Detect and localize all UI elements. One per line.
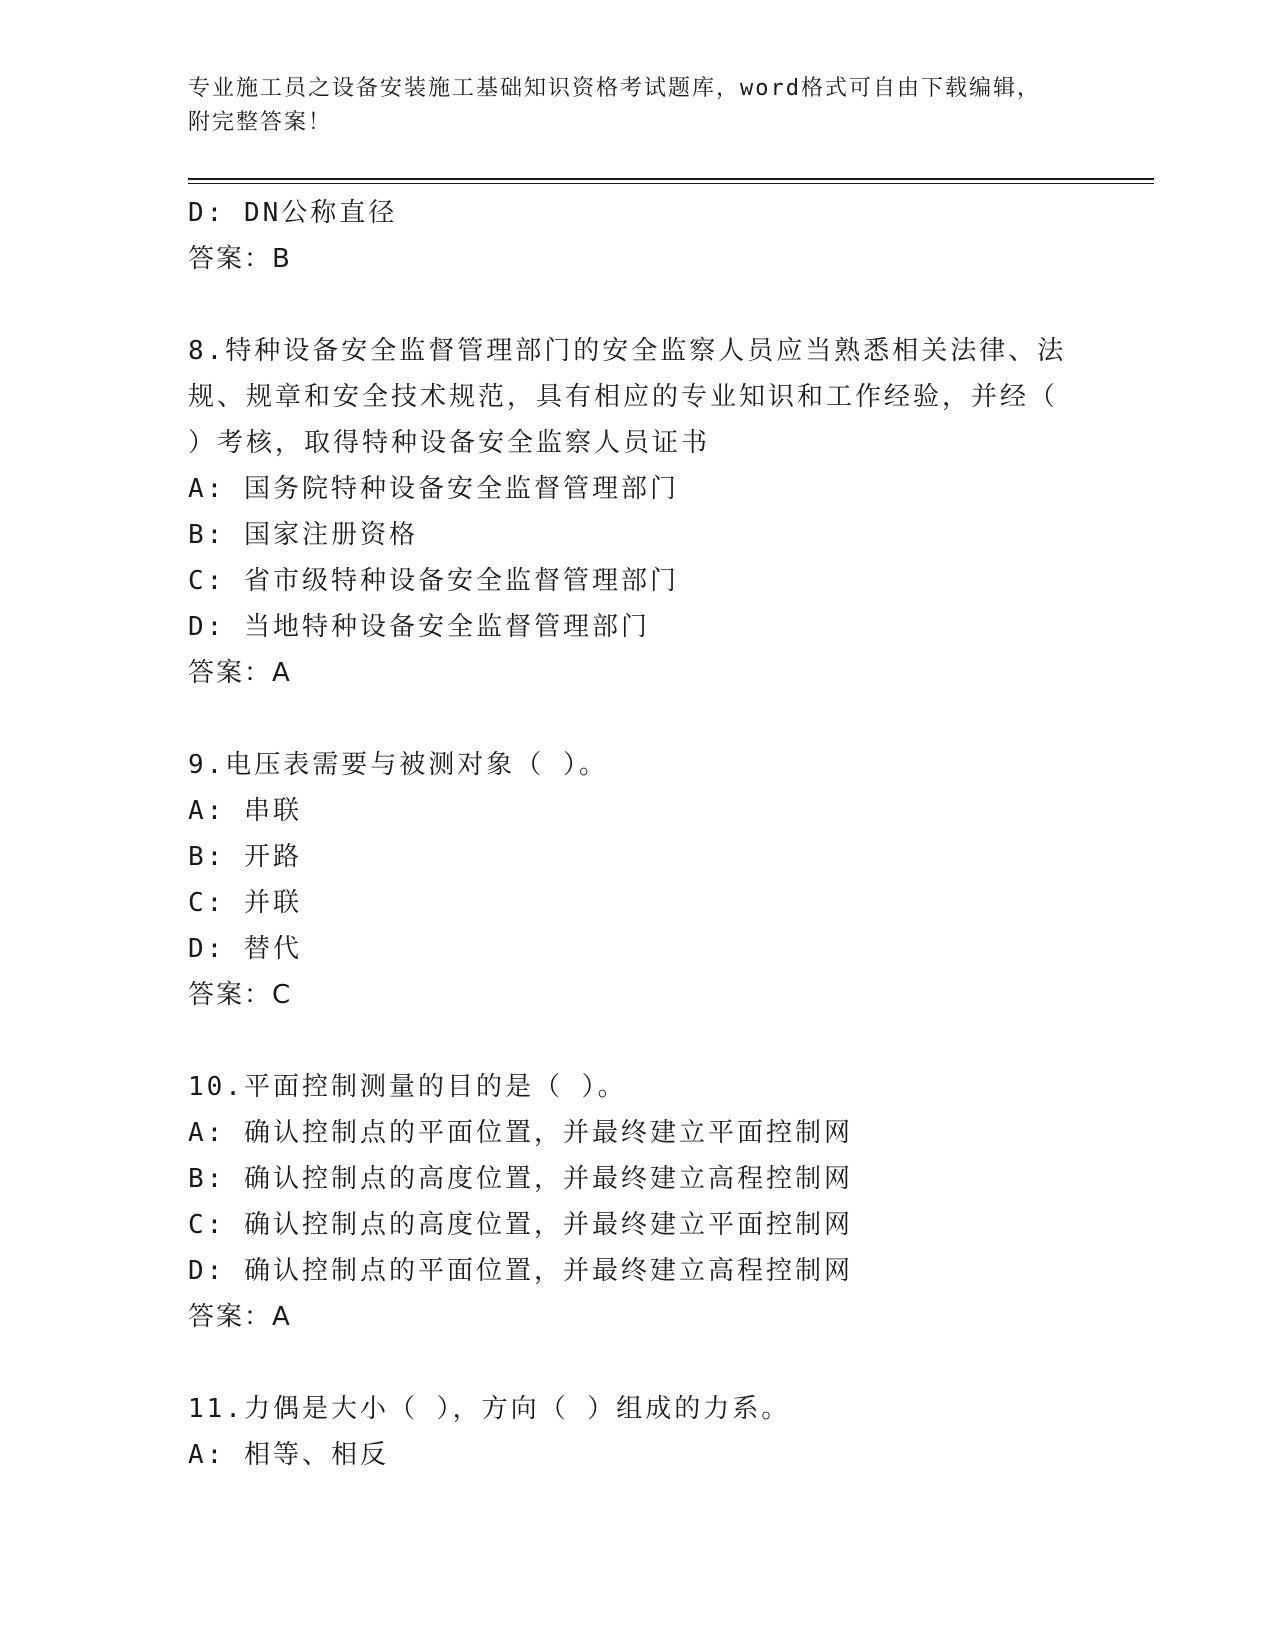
option-d: D: 当地特种设备安全监督管理部门 — [188, 612, 650, 642]
question-stem: 11.力偶是大小（ ），方向（ ）组成的力系。 — [188, 1394, 791, 1424]
question-list — [188, 190, 1088, 1478]
option-d: D: DN公称直径 — [188, 198, 398, 228]
question-11 — [188, 1386, 1088, 1478]
option-b: B: 确认控制点的高度位置，并最终建立高程控制网 — [188, 1164, 853, 1194]
question-stem: 10.平面控制测量的目的是（ ）。 — [188, 1072, 627, 1102]
spacer — [188, 696, 1088, 742]
question-stem: 规、规章和安全技术规范，具有相应的专业知识和工作经验，并经（ — [188, 382, 1059, 412]
option-c: C: 省市级特种设备安全监督管理部门 — [188, 566, 679, 596]
option-d: D: 确认控制点的平面位置，并最终建立高程控制网 — [188, 1256, 853, 1286]
question-stem: ）考核，取得特种设备安全监察人员证书 — [188, 428, 711, 458]
option-c: C: 确认控制点的高度位置，并最终建立平面控制网 — [188, 1210, 853, 1240]
header-line-2: 附完整答案！ — [188, 110, 333, 135]
header-rule-thin — [188, 183, 1154, 184]
option-a: A: 串联 — [188, 796, 302, 826]
question-stem: 8.特种设备安全监督管理部门的安全监察人员应当熟悉相关法律、法 — [188, 336, 1067, 366]
option-b: B: 开路 — [188, 842, 302, 872]
answer: 答案：B — [188, 244, 292, 274]
spacer — [188, 282, 1088, 328]
question-9 — [188, 742, 1088, 1018]
spacer — [188, 1018, 1088, 1064]
header-line-1: 专业施工员之设备安装施工基础知识资格考试题库，word格式可自由下载编辑， — [188, 76, 1041, 101]
answer: 答案：A — [188, 658, 292, 688]
question-8 — [188, 328, 1088, 696]
option-a: A: 相等、相反 — [188, 1440, 389, 1470]
option-c: C: 并联 — [188, 888, 302, 918]
spacer — [188, 1340, 1088, 1386]
option-a: A: 国务院特种设备安全监督管理部门 — [188, 474, 679, 504]
question-10 — [188, 1064, 1088, 1340]
answer: 答案：A — [188, 1302, 292, 1332]
question-stem: 9.电压表需要与被测对象（ ）。 — [188, 750, 608, 780]
option-d: D: 替代 — [188, 934, 302, 964]
header-rule-thick — [188, 178, 1154, 180]
question-7-tail — [188, 190, 1088, 282]
option-b: B: 国家注册资格 — [188, 520, 418, 550]
option-a: A: 确认控制点的平面位置，并最终建立平面控制网 — [188, 1118, 853, 1148]
answer: 答案：C — [188, 980, 293, 1010]
document-header — [188, 72, 1088, 140]
